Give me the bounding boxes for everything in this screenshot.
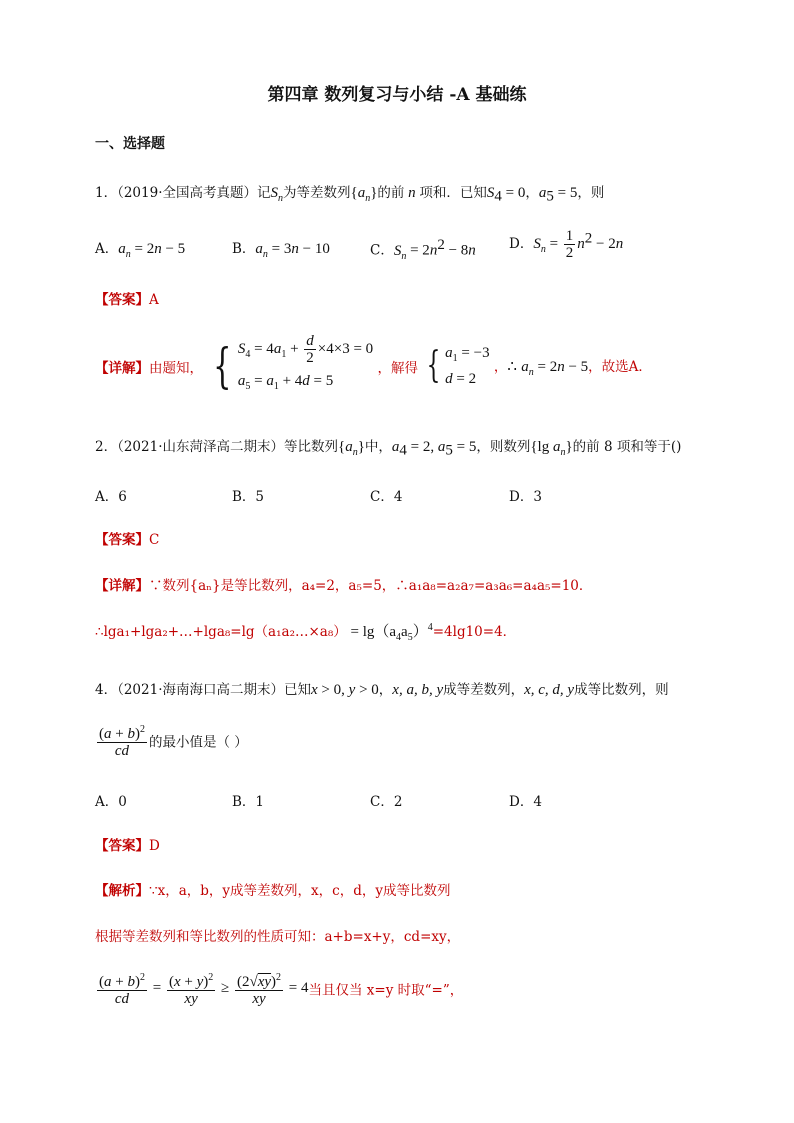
- q2-detail-line1: 【详解】∵数列{aₙ}是等比数列，a₄=2，a₅=5，∴a₁a₈=a₂a₇=a₃a₆=a₄a₅=10．: [95, 578, 593, 594]
- q4-analysis-line3: $\frac{(a + b)^2}{cd}$ = $\frac{(x + y)^2}{xy}$ ≥ $\frac{(2√xy)^2}{xy}$ = 4当且仅当 x=y 时取“=”，: [99, 972, 464, 1007]
- q2-option-b[interactable]: B．5: [232, 489, 265, 505]
- q4-analysis-line2: 根据等差数列和等比数列的性质可知：a+b=x+y，cd=xy，: [95, 929, 461, 945]
- q2-detail-line2: ∴lga₁+lga₂+…+lga₈=lg（a₁a₂…×a₈） = $\lg(a_4a_5)^4=4\lg 10=4$．: [95, 622, 517, 643]
- q1-solution-system: { $a_1 = -3$ d = 2: [426, 345, 490, 388]
- q1-source: 1．（2019·全国高考真题）记: [95, 185, 271, 201]
- q2-option-d[interactable]: D．3: [509, 489, 542, 505]
- q4-stem-line1: 4．（2021·海南海口高二期末）已知x > 0, y > 0，x, a, b, y成等差数列，x, c, d, y成等比数列，则: [95, 682, 669, 698]
- q4-option-b[interactable]: B．1: [232, 794, 265, 810]
- q1-option-d[interactable]: D．$S_n$ = $\frac{1}{2}$ $n^2 - 2n$: [509, 228, 624, 261]
- q1-option-a[interactable]: A．$a_n = 2n - 5$: [95, 241, 186, 260]
- q2-answer: 【答案】C: [95, 532, 160, 548]
- q1-option-b[interactable]: B．$a_n = 3n - 10$: [232, 241, 330, 260]
- q4-option-a[interactable]: A．0: [95, 794, 127, 810]
- q2-option-c[interactable]: C．4: [370, 489, 403, 505]
- section-heading: 一、选择题: [95, 136, 165, 152]
- q4-answer: 【答案】D: [95, 838, 160, 854]
- q4-stem-line2: $\frac{(a + b)^2}{cd}$ 的最小值是（ ）: [99, 724, 248, 759]
- q1-option-c[interactable]: C．$S_n = 2n^2 - 8n$: [370, 237, 476, 262]
- q4-analysis-line1: 【解析】∵x，a，b，y成等差数列，x，c，d，y成等比数列: [95, 883, 451, 899]
- q1-equation-system: { $S_4 = 4a_1$ + $\frac{d}{2}$ ×4×3 = 0 $a_5 = a_1 + 4d = 5$: [213, 333, 374, 395]
- page-title: 第四章 数列复习与小结 -A 基础练: [267, 85, 527, 105]
- q4-option-d[interactable]: D．4: [509, 794, 542, 810]
- q1-answer: 【答案】A: [95, 292, 159, 308]
- q1-detail: 【详解】由题知， { $S_4 = 4a_1$ + $\frac{d}{2}$ ×4×3 = 0 $a_5 = a_1 + 4d = 5$ ，解得 { $a_1 = -3$ d = 2 ，∴ $a_n = 2n - 5$，故选A．: [95, 333, 652, 400]
- q2-option-a[interactable]: A．6: [95, 489, 127, 505]
- q2-stem: 2．（2021·山东菏泽高二期末）等比数列$\{a_n\}$中，$a_4 = 2$, $a_5 = 5$，则数列{lg $a_n$}的前 8 项和等于(): [95, 439, 682, 459]
- q1-stem: 1．（2019·全国高考真题）记$S_n$为等差数列$\{a_n\}$的前 n 项和．已知$S_4 = 0$，$a_5 = 5$，则: [95, 185, 605, 205]
- q4-option-c[interactable]: C．2: [370, 794, 403, 810]
